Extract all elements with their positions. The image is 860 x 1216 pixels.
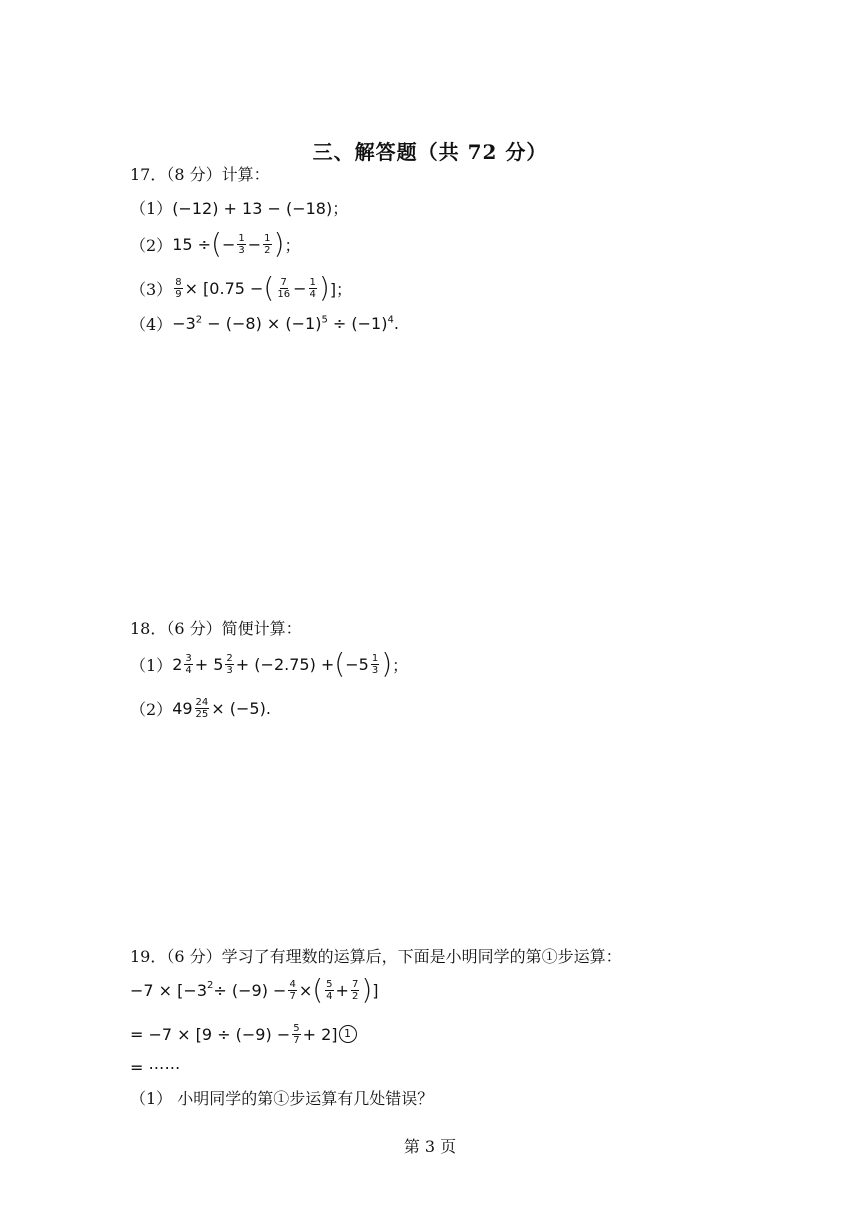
item-label: （1）	[130, 199, 173, 218]
q17-item-2	[130, 226, 301, 262]
fraction: $\frac{24}{25}$	[195, 696, 209, 720]
expression: −7 × [−3 $^2$ ÷ (−9) − $\frac{4}{7}$ × ( $\frac{5}{4}$ + $\frac{7}{2}$ ) ]	[130, 973, 379, 1006]
expression: $\frac{8}{9}$ × [0.75 − ( $\frac{7}{16}$ − $\frac{1}{4}$ ) ]；	[175, 271, 353, 304]
fraction: $\frac{1}{2}$	[264, 232, 271, 256]
q18-item-2	[130, 690, 271, 726]
fraction: $\frac{5}{4}$	[326, 978, 333, 1002]
question-19-header: 19．（6 分）学习了有理数的运算后，下面是小明同学的第①步运算：	[130, 947, 622, 966]
question-17-header: 17．（8 分）计算：	[130, 165, 270, 184]
expression: 15 ÷ ( − $\frac{1}{3}$ − $\frac{1}{2}$ ) ；	[172, 227, 301, 260]
expression: 49 $\frac{24}{25}$ × (−5).	[172, 696, 271, 720]
item-label: （2）	[130, 699, 173, 719]
fraction: $\frac{8}{9}$	[175, 276, 182, 300]
fraction: $\frac{5}{7}$	[293, 1022, 300, 1046]
circled-number: 1	[339, 1025, 357, 1043]
fraction: $\frac{1}{3}$	[371, 652, 379, 676]
q18-item-1	[130, 646, 408, 682]
expression: $-3^2 - (-8) \times (-1)^5 \div (-1)^4$.	[172, 314, 399, 333]
page-number: 第 3 页	[403, 1137, 457, 1156]
fraction: $\frac{7}{2}$	[351, 978, 359, 1002]
item-label: （4）	[130, 315, 173, 334]
fraction: $\frac{7}{16}$	[277, 276, 291, 300]
section-title: 三、解答题（共 72 分）	[312, 140, 548, 164]
item-label: （3）	[130, 279, 173, 299]
fraction: $\frac{4}{7}$	[289, 978, 296, 1002]
expression: = −7 × [9 ÷ (−9) − $\frac{5}{7}$ + 2] 1	[130, 1023, 357, 1046]
q17-item-4	[130, 312, 399, 335]
q19-line-1	[130, 972, 379, 1008]
expression: 2 $\frac{3}{4}$ + 5 $\frac{2}{3}$ + (−2.75) + ( −5 $\frac{1}{3}$ ) ；	[172, 647, 409, 680]
item-label: （1）	[130, 655, 173, 675]
question-18-header: 18．（6 分）简便计算：	[130, 619, 302, 638]
fraction: $\frac{1}{3}$	[238, 232, 245, 256]
q19-sub-1: （1） 小明同学的第①步运算有几处错误？	[130, 1089, 434, 1108]
q19-line-3: = ⋯⋯	[130, 1058, 181, 1077]
q19-line-2	[130, 1016, 357, 1052]
expression: (−12) + 13 − (−18)；	[172, 199, 349, 218]
item-label: （2）	[130, 235, 173, 255]
fraction: $\frac{1}{4}$	[309, 276, 316, 300]
q17-item-1	[130, 196, 348, 219]
q17-item-3	[130, 270, 352, 306]
fraction: $\frac{3}{4}$	[185, 652, 192, 676]
fraction: $\frac{2}{3}$	[226, 652, 233, 676]
